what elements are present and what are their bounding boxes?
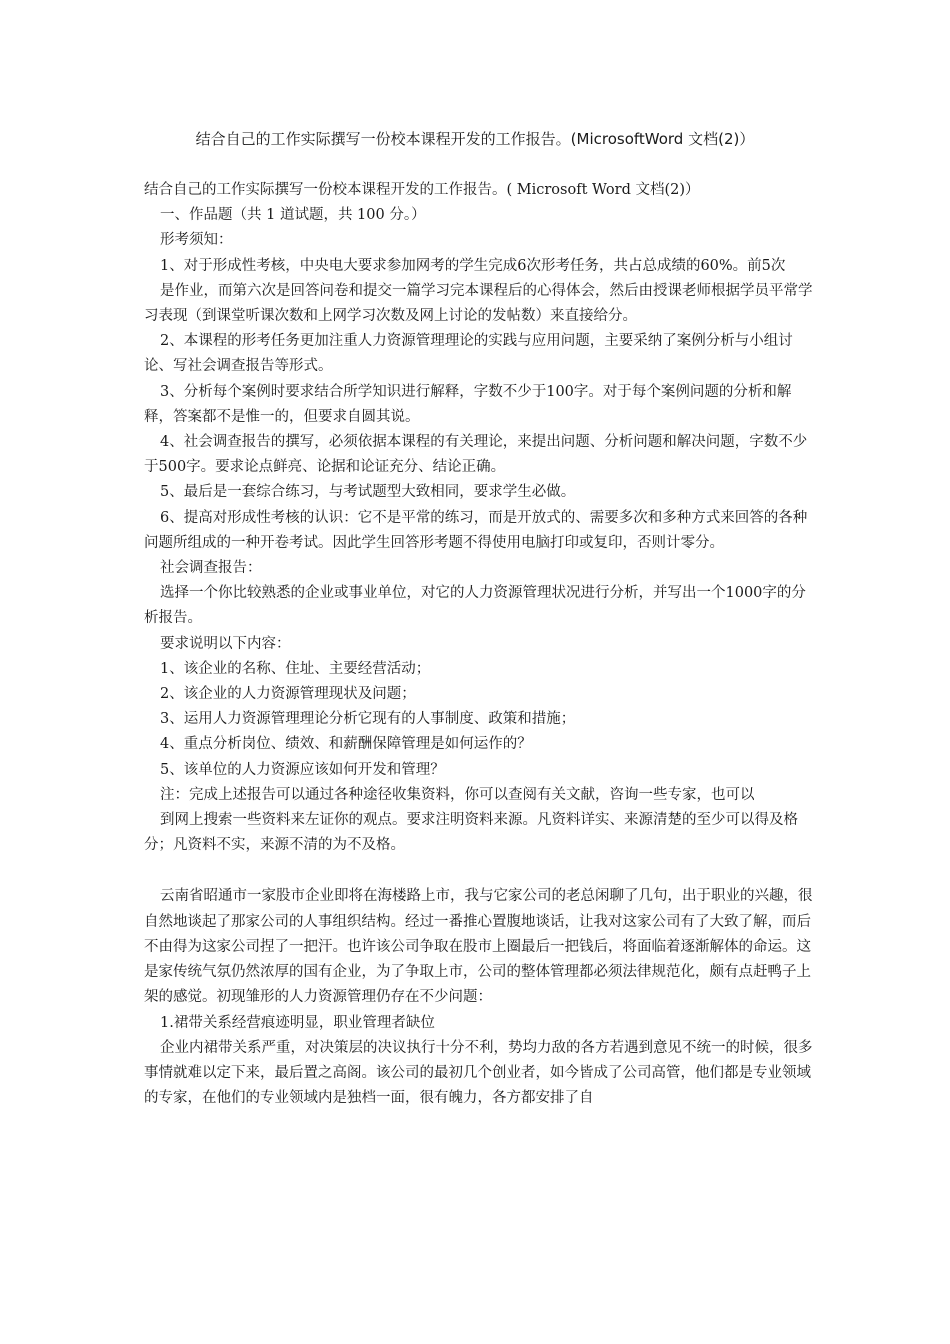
paragraph-requirement-5: 5、该单位的人力资源应该如何开发和管理？ xyxy=(160,761,445,778)
paragraph-item-1: 1、对于形成性考核，中央电大要求参加网考的学生完成6次形考任务，共占总成绩的60%。前5次 xyxy=(160,257,786,274)
paragraph-section-title: 一、作品题（共 1 道试题，共 100 分。） xyxy=(160,207,426,224)
paragraph-requirement-1: 1、该企业的名称、住址、主要经营活动； xyxy=(160,660,431,677)
paragraph-report-label: 社会调查报告： xyxy=(160,560,262,577)
paragraph-requirement-2: 2、该企业的人力资源管理现状及问题； xyxy=(160,686,416,703)
paragraph-case-body: 企业内裙带关系严重，对决策层的决议执行十分不利，势均力敌的各方若遇到意见不统一的时候，很多事情就难以定下来，最后置之高阁。该公司的最初几个创业者，如今皆成了公司高管，他们都是专业领域的专家，在他们的专业领域内是独档一面，很有魄力，各方都安排了自 xyxy=(144,1039,813,1107)
paragraph-heading: 结合自己的工作实际撰写一份校本课程开发的工作报告。( Microsoft Word 文档(2)） xyxy=(144,182,700,198)
paragraph-note: 注：完成上述报告可以通过各种途径收集资料，你可以查阅有关文献，咨询一些专家，也可以 xyxy=(160,786,755,803)
paragraph-item-3: 3、分析每个案例时要求结合所学知识进行解释，字数不少于100字。对于每个案例问题的分析和解释，答案都不是惟一的，但要求自圆其说。 xyxy=(144,383,792,425)
paragraph-notice-label: 形考须知： xyxy=(160,232,233,249)
paragraph-item-2: 2、本课程的形考任务更加注重人力资源管理理论的实践与应用问题，主要采纳了案例分析与小组讨论、写社会调查报告等形式。 xyxy=(144,333,793,375)
paragraph-requirement-4: 4、重点分析岗位、绩效、和薪酬保障管理是如何运作的？ xyxy=(160,736,532,753)
paragraph-report-task: 选择一个你比较熟悉的企业或事业单位，对它的人力资源管理状况进行分析，并写出一个1000字的分析报告。 xyxy=(144,585,806,627)
paragraph-note-continued: 到网上搜索一些资料来左证你的观点。要求注明资料来源。凡资料详实、来源清楚的至少可以得及格分；凡资料不实，来源不清的为不及格。 xyxy=(144,812,798,854)
paragraph-item-5: 5、最后是一套综合练习，与考试题型大致相同，要求学生必做。 xyxy=(160,484,576,501)
document-title: 结合自己的工作实际撰写一份校本课程开发的工作报告。(MicrosoftWord 文档(2)） xyxy=(195,130,755,148)
paragraph-requirement-3: 3、运用人力资源管理理论分析它现有的人事制度、政策和措施； xyxy=(160,711,576,728)
paragraph-spacer xyxy=(144,858,814,884)
paragraph-case-intro: 云南省昭通市一家股市企业即将在海楼路上市，我与它家公司的老总闲聊了几句，出于职业的兴趣，很自然地谈起了那家公司的人事组织结构。经过一番推心置腹地谈话，让我对这家公司有了大致了解，而后不由得为这家公司捏了一把汗。也许该公司争取在股市上圈最后一把钱后，将面临着逐渐解体的命运。这是家传统气氛仍然浓厚的国有企业，为了争取上市，公司的整体管理都必须法律规范化，颇有点赶鸭子上架的感觉。初现雏形的人力资源管理仍存在不少问题： xyxy=(144,888,813,1006)
paragraph-item-1-continued: 是作业，而第六次是回答问卷和提交一篇学习完本课程后的心得体会，然后由授课老师根据学员平常学习表现（到课堂听课次数和上网学习次数及网上讨论的发帖数）来直接给分。 xyxy=(144,282,813,325)
paragraph-item-6: 6、提高对形成性考核的认识：它不是平常的练习，而是开放式的、需要多次和多种方式来回答的各种问题所组成的一种开卷考试。因此学生回答形考题不得使用电脑打印或复印，否则计零分。 xyxy=(144,509,808,551)
paragraph-requirements-label: 要求说明以下内容： xyxy=(160,635,291,652)
paragraph-item-4: 4、社会调查报告的撰写，必须依据本课程的有关理论，来提出问题、分析问题和解决问题，字数不少于500字。要求论点鲜亮、论据和论证充分、结论正确。 xyxy=(144,434,808,476)
paragraph-case-subheading: 1.裙带关系经营痕迹明显，职业管理者缺位 xyxy=(160,1014,435,1031)
document-body xyxy=(144,178,814,1111)
